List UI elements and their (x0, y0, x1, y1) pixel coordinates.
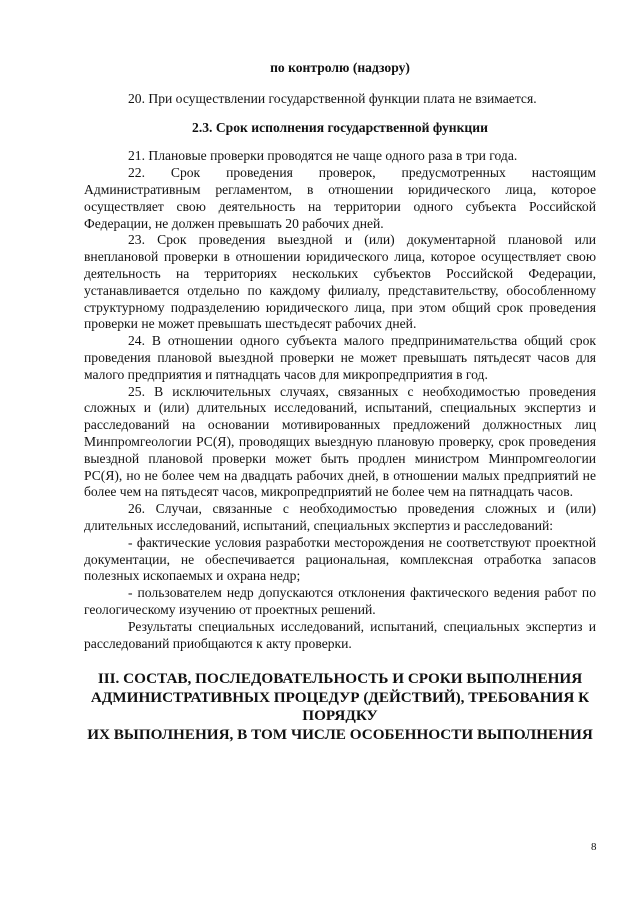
paragraph-24: 24. В отношении одного субъекта малого предпринимательства общий срок проведения плановой выездной проверки не может превышать пятьдесят часов для малого предприятия и пятнадцать часов для микропредприятия в год. (84, 333, 596, 382)
paragraph-22: 22. Срок проведения проверок, предусмотренных настоящим Административным регламентом, в отношении юридического лица, которое осуществляет свою деятельность на территории одного субъекта Российской Федерации, не должен превышать 20 рабочих дней. (84, 165, 596, 231)
paragraph-26-item-1: - фактические условия разработки месторождения не соответствуют проектной документации, не обеспечивается рациональная, комплексная отработка запасов полезных ископаемых и охрана недр; (84, 534, 596, 584)
paragraph-25: 25. В исключительных случаях, связанных с необходимостью проведения сложных и (или) длительных исследований, испытаний, специальных экспертиз и расследований на основании мотивированных предложений должностных лиц Минпромгеологии РС(Я), проводящих выездную плановую проверку, срок проведения выездной плановой проверки может быть продлен министром Минпромгеологии РС(Я), но не более чем на двадцать рабочих дней, в отношении малых предприятий не более чем на пятьдесят часов, микропредприятий не более чем на пятнадцать часов. (84, 383, 596, 500)
page-content (84, 60, 596, 744)
chapter-heading (84, 670, 596, 744)
paragraph-26-item-2: - пользователем недр допускаются отклонения фактического ведения работ по геологическому изучению от проектных решений. (84, 585, 596, 617)
chapter-heading-line-1: III. СОСТАВ, ПОСЛЕДОВАТЕЛЬНОСТЬ И СРОКИ ВЫПОЛНЕНИЯ (97, 670, 583, 688)
chapter-heading-line-4: ИХ ВЫПОЛНЕНИЯ, В ТОМ ЧИСЛЕ ОСОБЕННОСТИ ВЫПОЛНЕНИЯ (87, 725, 593, 743)
paragraph-21: 21. Плановые проверки проводятся не чаще одного раза в три года. (128, 148, 518, 164)
section-heading: 2.3. Срок исполнения государственной функции (192, 119, 488, 135)
paragraph-20: 20. При осуществлении государственной функции плата не взимается. (128, 90, 537, 106)
paragraph-23: 23. Срок проведения выездной и (или) документарной плановой или внеплановой проверки в отношении юридического лица, которое осуществляет свою деятельность на территориях нескольких субъектов Российской Федерации, устанавливается отдельно по каждому филиалу, представительству, обособленному структурному подразделению юридического лица, при этом общий срок проведения проверки не может превышать шестьдесят рабочих дней. (84, 232, 596, 332)
top-heading: по контролю (надзору) (270, 60, 410, 75)
paragraph-26: 26. Случаи, связанные с необходимостью проведения сложных и (или) длительных исследований, испытаний, специальных экспертиз и расследований: (84, 501, 596, 533)
chapter-heading-line-2: АДМИНИСТРАТИВНЫХ ПРОЦЕДУР (ДЕЙСТВИЙ), ТРЕБОВАНИЯ К (90, 688, 590, 706)
paragraph-results: Результаты специальных исследований, испытаний, специальных экспертиз и расследований приобщаются к акту проверки. (84, 618, 596, 651)
page-number: 8 (591, 841, 597, 853)
chapter-heading-line-3: ПОРЯДКУ (302, 707, 378, 725)
